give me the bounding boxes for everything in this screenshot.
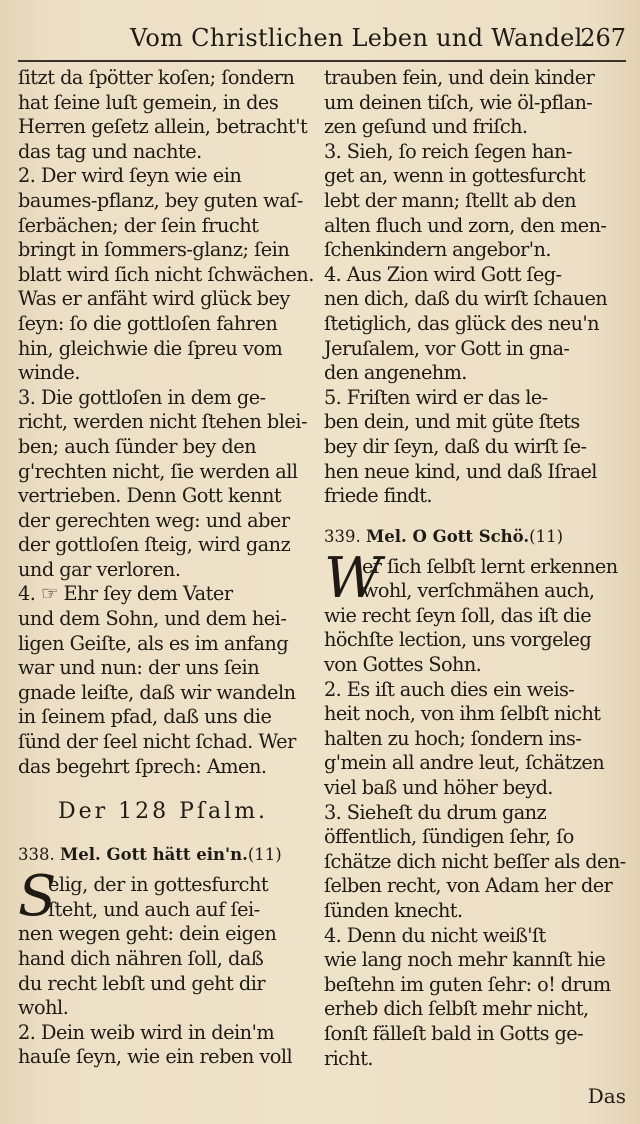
page-header: [18, 20, 626, 60]
text-line: ſünden knecht.: [324, 899, 463, 922]
text-line: du recht lebſt und geht dir: [18, 971, 266, 995]
hymn-338-count: (11): [247, 845, 282, 865]
text-line: das begehrt ſprech: Amen.: [18, 754, 267, 778]
text-line: wie lang noch mehr kannſt hie: [324, 948, 606, 972]
text-line: ſchätze dich nicht beſſer als den-: [324, 849, 626, 873]
hymn-338-melody: Mel. Gott hätt ein'n.: [60, 845, 248, 865]
text-line: 2. Der wird ſeyn wie ein: [18, 164, 242, 188]
text-line: hen neue kind, und daß Iſrael: [324, 459, 597, 483]
text-line: ſünd der ſeel nicht ſchad. Wer: [18, 730, 296, 754]
text-line: nen wegen geht: dein eigen: [18, 922, 277, 946]
text-line: lebt der mann; ſtellt ab den: [324, 188, 576, 212]
text-line: g'rechten nicht, ſie werden all: [18, 459, 298, 483]
text-line: bey dir ſeyn, daß du wirſt ſe-: [324, 434, 587, 458]
text-line: 3. Sieheſt du drum ganz: [324, 800, 547, 824]
header-rule: [18, 60, 626, 62]
text-line: 5. Friſten wird er das le-: [324, 385, 548, 409]
text-line: winde.: [18, 361, 80, 385]
text-line: trauben fein, und dein kinder: [324, 66, 595, 89]
text-line: 3. Die gottloſen in dem ge-: [18, 385, 266, 409]
text-line: hand dich nähren ſoll, daß: [18, 947, 264, 970]
text-line: ligen Geiſte, als es im anfang: [18, 631, 289, 655]
hymn-339-number: 339.: [324, 526, 361, 546]
text-line: get an, wenn in gottesfurcht: [324, 164, 586, 188]
text-line: 4. Aus Zion wird Gott ſeg-: [324, 262, 562, 286]
text-line: um deinen tiſch, wie öl-pflan-: [324, 90, 593, 114]
left-column-text-bottom: [18, 873, 308, 1070]
hymn-339-verse-1: [324, 545, 626, 1071]
text-line: hat ſeine luſt gemein, in des: [18, 90, 279, 114]
text-line: ſeyn: ſo die gottloſen fahren: [18, 311, 278, 335]
text-line: Was er anfäht wird glück bey: [18, 287, 290, 311]
text-line: elig, der in gottesfurcht: [48, 873, 269, 897]
text-line: von Gottes Sohn.: [324, 653, 482, 677]
text-line: wie recht ſeyn ſoll, das iſt die: [324, 603, 592, 627]
text-line: ben dein, und mit güte ſtets: [324, 410, 580, 434]
text-line: nen dich, daß du wirſt ſchauen: [324, 287, 608, 311]
spacer: [324, 509, 626, 523]
text-line: vertrieben. Denn Gott kennt: [18, 484, 282, 508]
psalm-heading: Der 128 Pſalm.: [57, 799, 269, 825]
left-column-text-top: [18, 66, 314, 779]
text-line: Herren geſetz allein, betracht't: [18, 115, 308, 139]
text-line: halten zu hoch; ſondern ins-: [324, 726, 582, 750]
text-line: ſonſt fälleſt bald in Gotts ge-: [324, 1021, 583, 1045]
text-line: bringt in ſommers-glanz; ſein: [18, 238, 290, 262]
text-line: der gottloſen ſteig, wird ganz: [18, 533, 291, 557]
text-line: heit noch, von ihm ſelbſt nicht: [324, 702, 601, 726]
text-line: hauſe ſeyn, wie ein reben voll: [18, 1045, 293, 1069]
text-line: g'mein all andre leut, ſchätzen: [324, 751, 605, 775]
text-line: beſtehn im guten ſehr: o! drum: [324, 972, 611, 996]
text-line: Jeruſalem, vor Gott in gna-: [324, 336, 570, 360]
text-line: erheb dich ſelbſt mehr nicht,: [324, 997, 589, 1021]
right-column-text-bottom: [324, 604, 626, 1071]
drop-cap-w: W: [324, 545, 382, 611]
drop-cap-s: S: [18, 864, 57, 930]
text-line: ben; auch ſünder bey den: [18, 434, 257, 458]
text-line: alten fluch und zorn, den men-: [324, 213, 607, 237]
text-line: ſtetiglich, das glück des neu'n: [324, 311, 599, 335]
text-line: 2. Es iſt auch dies ein weis-: [324, 677, 575, 701]
text-line: zen geſund und friſch.: [324, 115, 528, 139]
hymn-338-verse-1: [18, 864, 308, 1070]
text-line: den angenehm.: [324, 361, 467, 385]
hymn-338-heading: [18, 841, 308, 869]
text-line: wohl, verſchmähen auch,: [362, 579, 595, 603]
hymn-339-count: (11): [529, 526, 564, 546]
catchword: Das: [587, 1084, 626, 1108]
text-line: gnade leiſte, daß wir wandeln: [18, 680, 296, 704]
text-line: war und nun: der uns ſein: [18, 656, 260, 680]
text-line: ſitzt da ſpötter koſen; ſondern: [18, 66, 295, 89]
text-line: das tag und nachte.: [18, 139, 202, 163]
text-line: ſelben recht, von Adam her der: [324, 874, 613, 898]
text-line: ſchenkindern angebor'n.: [324, 238, 551, 262]
text-line: und dem Sohn, und dem hei-: [18, 607, 287, 631]
left-column: [18, 66, 314, 1070]
text-line: 2. Dein weib wird in dein'm: [18, 1020, 275, 1044]
text-line: baumes-pflanz, bey guten waſ-: [18, 188, 303, 212]
text-line: er ſich ſelbſt lernt erkennen: [362, 554, 618, 578]
text-line: ſerbächen; der ſein frucht: [18, 213, 259, 237]
text-line: 4. ☞ Ehr ſey dem Vater: [18, 582, 233, 606]
text-line: wohl.: [18, 996, 69, 1020]
hymn-339-melody: Mel. O Gott Schö.: [366, 526, 530, 546]
text-line: und gar verloren.: [18, 557, 181, 581]
right-column: [324, 66, 626, 1071]
text-line: öffentlich, ſündigen ſehr, ſo: [324, 825, 574, 849]
text-line: richt, werden nicht ſtehen blei-: [18, 410, 307, 434]
text-line: hin, gleichwie die ſpreu vom: [18, 336, 283, 360]
text-line: 4. Denn du nicht weiß'ſt: [324, 923, 546, 947]
text-line: ſteht, und auch auf ſei-: [48, 897, 260, 921]
text-line: in ſeinem pfad, daß uns die: [18, 705, 272, 729]
text-line: blatt wird ſich nicht ſchwächen.: [18, 262, 314, 286]
text-line: friede findt.: [324, 484, 432, 508]
text-line: richt.: [324, 1046, 373, 1070]
text-line: 3. Sieh, ſo reich ſegen han-: [324, 139, 572, 163]
text-line: höchſte lection, uns vorgeleg: [324, 628, 592, 652]
text-line: der gerechten weg: und aber: [18, 508, 290, 532]
page-number: 267: [580, 24, 626, 52]
text-line: viel baß und höher beyd.: [324, 776, 553, 800]
hymn-338-number: 338.: [18, 845, 55, 865]
right-column-text-top: [324, 66, 626, 509]
running-title: Vom Christlichen Leben und Wandel.: [130, 24, 591, 52]
